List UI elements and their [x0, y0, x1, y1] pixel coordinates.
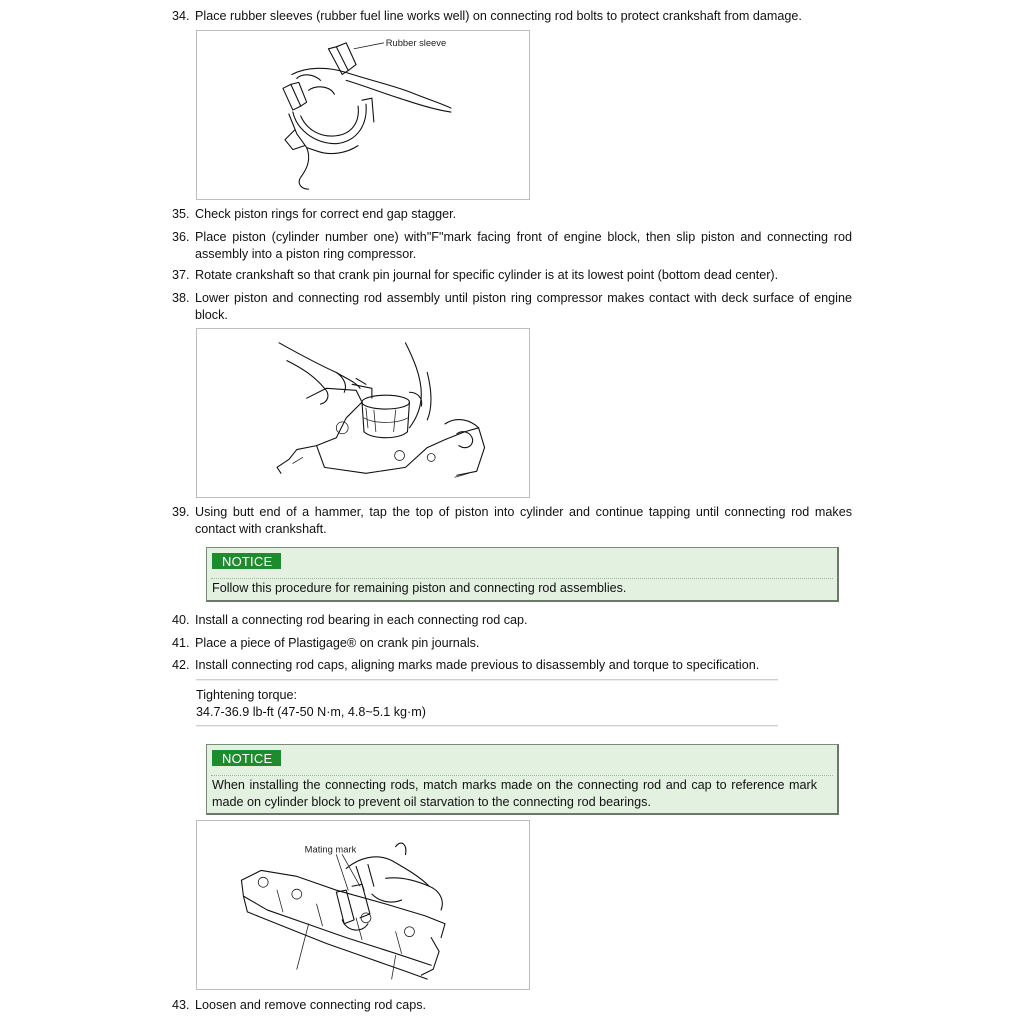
notice-box [206, 744, 839, 815]
step-text: Loosen and remove connecting rod caps. [195, 998, 427, 1012]
mating-mark-label: Mating mark [304, 844, 357, 855]
spec-divider-top [196, 679, 778, 681]
step-number: 39. [172, 505, 190, 519]
step-41 [172, 635, 852, 652]
step-number: 34. [172, 9, 190, 23]
figure-rubber-sleeve [196, 30, 530, 200]
step-36 [172, 229, 852, 262]
step-number: 35. [172, 207, 190, 221]
step-text: Using butt end of a hammer, tap the top of piston into cylinder and continue tapping until connecting rod makes contact with crankshaft. [195, 505, 852, 536]
notice-divider [211, 578, 833, 579]
step-number: 37. [172, 268, 190, 282]
step-38 [172, 290, 852, 323]
step-text: Place rubber sleeves (rubber fuel line works well) on connecting rod bolts to protect crankshaft from damage. [195, 9, 802, 23]
step-number: 38. [172, 291, 190, 305]
step-text: Install a connecting rod bearing in each connecting rod cap. [195, 613, 528, 627]
torque-spec [196, 687, 426, 720]
step-number: 42. [172, 658, 190, 672]
step-43 [172, 997, 852, 1014]
step-number: 41. [172, 636, 190, 650]
step-39 [172, 504, 852, 537]
notice-badge: NOTICE [212, 553, 281, 569]
step-text: Place piston (cylinder number one) with"F"mark facing front of engine block, then slip piston and connecting rod assembly into a piston ring compressor. [195, 230, 852, 261]
notice-badge: NOTICE [212, 750, 281, 766]
figure-mating-mark [196, 820, 530, 990]
rubber-sleeve-label: Rubber sleeve [385, 37, 447, 48]
notice-divider [211, 775, 833, 776]
rubber-sleeve-illustration [197, 31, 529, 199]
notice-box [206, 547, 839, 602]
step-number: 40. [172, 613, 190, 627]
step-40 [172, 612, 852, 629]
step-text: Place a piece of Plastigage® on crank pin journals. [195, 636, 480, 650]
step-number: 43. [172, 998, 190, 1012]
notice-text: When installing the connecting rods, match marks made on the connecting rod and cap to reference mark made on cylinder block to prevent oil starvation to the connecting rod bearings. [212, 778, 817, 809]
mating-mark-illustration [197, 821, 529, 989]
notice-text: Follow this procedure for remaining piston and connecting rod assemblies. [212, 581, 627, 595]
torque-label: Tightening torque: [196, 688, 298, 702]
step-text: Check piston rings for correct end gap stagger. [195, 207, 457, 221]
spec-divider-bottom [196, 725, 778, 727]
step-number: 36. [172, 230, 190, 244]
step-text: Rotate crankshaft so that crank pin journal for specific cylinder is at its lowest point (bottom dead center). [195, 268, 779, 282]
step-34 [172, 8, 852, 25]
figure-piston-ring-compressor [196, 328, 530, 498]
step-text: Install connecting rod caps, aligning marks made previous to disassembly and torque to specification. [195, 658, 760, 672]
step-35 [172, 206, 852, 223]
step-text: Lower piston and connecting rod assembly until piston ring compressor makes contact with deck surface of engine block. [195, 291, 852, 322]
step-42 [172, 657, 852, 674]
piston-ring-compressor-illustration [197, 329, 529, 497]
torque-value: 34.7-36.9 lb-ft (47-50 N·m, 4.8~5.1 kg·m) [196, 704, 426, 719]
step-37 [172, 267, 852, 284]
